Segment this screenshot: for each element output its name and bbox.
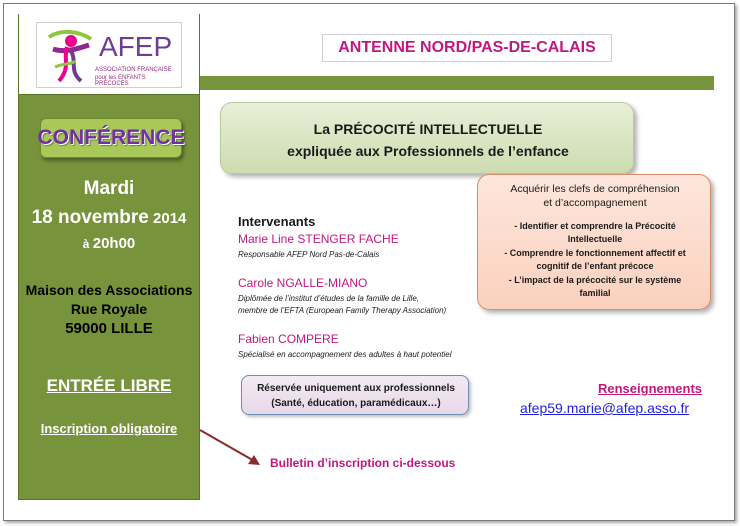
venue-name: Maison des Associations	[25, 282, 193, 298]
event-date-main: 18 novembre	[31, 207, 149, 228]
event-time-prefix: à	[82, 237, 93, 251]
speaker-name: Fabien COMPERE	[238, 332, 339, 346]
afep-logo-icon	[41, 27, 97, 85]
event-day: Mardi	[83, 178, 135, 199]
conference-badge	[37, 118, 185, 158]
subject-line-1: La PRÉCOCITÉ INTELLECTUELLE	[313, 121, 543, 137]
reserved-notice	[241, 375, 469, 415]
objectives-heading: et d’accompagnement	[543, 197, 647, 209]
reserved-line-2: (Santé, éducation, paramédicaux…)	[271, 398, 441, 409]
objective-item: - Identifier et comprendre la Précocité	[514, 221, 676, 231]
afep-logo	[36, 22, 182, 88]
event-time-value: 20h00	[92, 235, 136, 252]
subject-box	[220, 102, 634, 174]
venue-city: 59000 LILLE	[65, 320, 153, 337]
speaker-name: Carole NGALLE-MIANO	[238, 276, 368, 290]
speakers-title: Intervenants	[238, 214, 316, 229]
registration-required: Inscription obligatoire	[40, 421, 178, 436]
arrow-icon	[196, 426, 268, 470]
objective-item: familial	[579, 288, 611, 298]
objectives-heading: Acquérir les clefs de compréhension	[510, 183, 680, 195]
objective-item: - Comprendre le fonctionnement affectif et	[504, 248, 686, 258]
speaker-desc: Responsable AFEP Nord Pas-de-Calais	[238, 250, 380, 259]
green-divider-bar	[200, 76, 714, 90]
event-time	[18, 235, 200, 252]
header-title-box	[322, 34, 612, 62]
speaker-name: Marie Line STENGER FACHE	[238, 232, 399, 246]
speaker-desc: membre de l’EFTA (European Family Therapy Association)	[238, 306, 447, 315]
logo-subtitle-2: pour les ENFANTS PRÉCOCES	[95, 75, 146, 87]
speaker-desc: Diplômée de l’institut d’études de la famille de Lille,	[238, 294, 419, 303]
event-date	[18, 207, 200, 229]
objective-item: cognitif de l’enfant précoce	[536, 261, 654, 271]
event-year: 2014	[148, 210, 187, 227]
objective-item: - L’impact de la précocité sur le système	[508, 275, 682, 285]
objectives-box	[477, 174, 711, 310]
reserved-line-1: Réservée uniquement aux professionnels	[257, 383, 455, 394]
logo-name: AFEP	[99, 31, 173, 62]
header-title: ANTENNE NORD/PAS-DE-CALAIS	[338, 39, 596, 56]
conference-label: CONFÉRENCE	[37, 126, 185, 149]
contact-email-link[interactable]: afep59.marie@afep.asso.fr	[520, 400, 690, 416]
venue-street: Rue Royale	[70, 301, 148, 317]
objective-item: Intellectuelle	[567, 234, 623, 244]
info-label: Renseignements	[598, 381, 703, 396]
logo-subtitle-1: ASSOCIATION FRANÇAISE	[95, 67, 172, 73]
subject-line-2: expliquée aux Professionnels de l’enfance	[287, 143, 569, 159]
speaker-desc: Spécialisé en accompagnement des adultes à haut potentiel	[238, 350, 452, 359]
free-entry: ENTRÉE LIBRE	[46, 376, 172, 395]
registration-form-note: Bulletin d’inscription ci-dessous	[270, 456, 456, 470]
